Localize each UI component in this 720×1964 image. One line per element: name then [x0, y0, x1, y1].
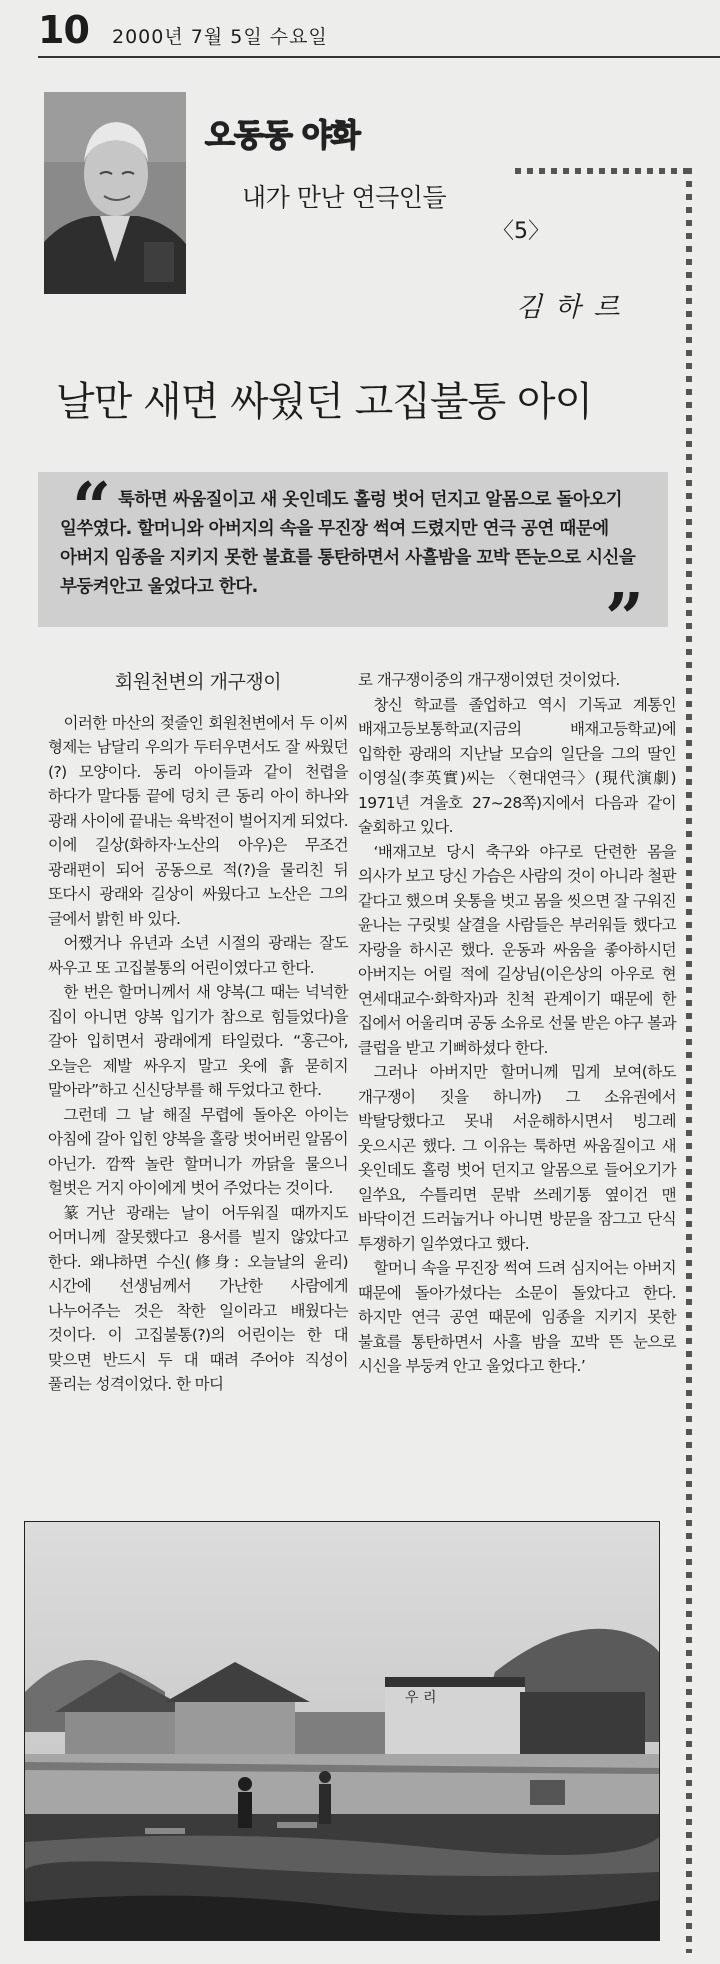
- paragraph: 어쨌거나 유년과 소년 시절의 광래는 잘도 싸우고 또 고집불통의 어린이였다고 한다.: [48, 934, 348, 977]
- dotted-border-right: [686, 168, 692, 1953]
- historical-photo: [24, 1521, 660, 1941]
- page-number: 10: [38, 8, 89, 52]
- paragraph: 그런데 그 날 해질 무렵에 돌아온 아이는 아침에 갈아 입힌 양복을 홀랑 벗어버린 알몸이 아닌가. 깜짝 놀란 할머니가 까닭을 물으니 헐벗은 거지 아이에게 벗어 주었다는 것이다.: [48, 1105, 348, 1197]
- issue-date: 2000년 7월 5일 수요일: [112, 26, 328, 48]
- series-subtitle: 내가 만난 연극인들: [242, 183, 447, 212]
- page-header: [38, 6, 720, 50]
- photo-sign: 우 리: [405, 1690, 437, 1706]
- paragraph: 창신 학교를 졸업하고 역시 기독교 계통인 배재고등보통학교(지금의 배재고등학교)에 입학한 광래의 지난날 모습의 일단을 그의 딸인 이영실(李英實)씨는 〈현대연극〉(現代演劇) 1971년 겨울호 27~28쪽)지에서 다음과 같이 술회하고 있다.: [358, 695, 676, 836]
- paragraph: 그러나 아버지만 할머니께 밉게 보여(하도 개구쟁이 짓을 하니까) 그 소유권에서 박탈당했다고 못내 서운해하시면서 빙그레 웃으시곤 했다. 그 이유는 툭하면 싸움질이고 새 옷인데도 홀렁 벗어 던지고 알몸으로 들어오기가 일쑤요, 수틀리면 문밖 쓰레기통 옆이건 맨 바닥이건 드러눕거나 아니면 방문을 잠그고 단식 투쟁하기 일쑤였다고 했다.: [358, 1063, 676, 1253]
- article-column-left: [48, 668, 348, 1397]
- article-column-right: [358, 668, 676, 1379]
- open-quote-mark: “: [72, 468, 112, 548]
- dotted-border-top: [515, 168, 693, 174]
- paragraph: 이러한 마산의 젖줄인 회원천변에서 두 이씨 형제는 남달리 우의가 두터우면서도 잘 싸웠던(?) 모양이다. 동리 아이들과 같이 천렵을 하다가 말다툼 끝에 덩치 큰 동리 아이 하나와 광래 사이에 끝내는 육박전이 벌어지게 되었다. 이에 길상(화하자·노산의 아우)은 무조건 광래편이 되어 공동으로 적(?)을 물리친 뒤 또다시 광래와 길상이 싸웠다고 노산은 그의 글에서 밝힌 바 있다.: [48, 713, 348, 928]
- pullquote-text: 툭하면 싸움질이고 새 옷인데도 홀렁 벗어 던지고 알몸으로 돌아오기 일쑤였다. 할머니와 아버지의 속을 무진장 썩여 드렸지만 연극 공연 때문에 아버지 임종을 지키지 못한 불효를 통탄하면서 사흘밤을 꼬박 뜬눈으로 시신을 부둥켜안고 울었다고 한다.: [60, 490, 636, 597]
- headline: 날만 새면 싸웠던 고집불통 아이: [56, 379, 593, 425]
- article-subhead: 회원천변의 개구쟁이: [114, 671, 282, 693]
- pullquote-box: [38, 468, 668, 659]
- author-portrait: [44, 92, 186, 294]
- paragraph: 할머니 속을 무진장 썩여 드려 심지어는 아버지 때문에 돌아가셨다는 소문이 돌았다고 한다. 하지만 연극 공연 때문에 임종을 지키지 못한 불효를 통탄하면서 사흘 밤을 꼬박 뜬 눈으로 시신을 부둥켜 안고 울었다고 한다.’: [358, 1259, 676, 1375]
- author-signature: 김 하 르: [516, 292, 622, 323]
- paragraph: 한 번은 할머니께서 새 양복(그 때는 넉넉한 집이 아니면 양복 입기가 참으로 힘들었다)을 갈아 입히면서 광래에게 타일렀다. “홍근아, 오늘은 제발 싸우지 말고 옷에 흙 묻히지 말아라”하고 신신당부를 해 두었다고 한다.: [48, 983, 348, 1099]
- series-title: 오동동 야화: [205, 118, 360, 154]
- close-quote-mark: ”: [604, 579, 644, 659]
- paragraph: 篆거난 광래는 날이 어두워질 때까지도 어머니께 잘못했다고 용서를 빌지 않았다고 한다. 왜냐하면 수신(修身: 오늘날의 윤리) 시간에 선생님께서 가난한 사람에게 나누어주는 것은 착한 일이라고 배웠다는 것이다. 이 고집불통(?)의 어린이는 한 대 맞으면 반드시 두 대 때려 주어야 직성이 풀리는 성격이었다. 한 마디: [48, 1203, 348, 1393]
- series-number: 〈5〉: [492, 219, 550, 244]
- paragraph: ‘배재고보 당시 축구와 야구로 단련한 몸을 의사가 보고 당신 가슴은 사람의 것이 아니라 철판 같다고 했으며 옷통을 벗고 몸을 씻으면 잘 구워진 윤나는 구릿빛 살결을 사람들은 부러워들 했다고 자랑을 하시곤 했다. 운동과 싸움을 좋아하시던 아버지는 어릴 적에 길상님(이은상의 아우로 현 연세대교수·화학자)과 친척 관계이기 때문에 한 집에서 어울리며 공동 소유로 선물 받은 야구 볼과 클럽을 받고 기뻐하셨다 한다.: [358, 842, 676, 1057]
- header-rule: [38, 56, 720, 58]
- paragraph: 로 개구쟁이중의 개구쟁이였던 것이었다.: [358, 671, 620, 689]
